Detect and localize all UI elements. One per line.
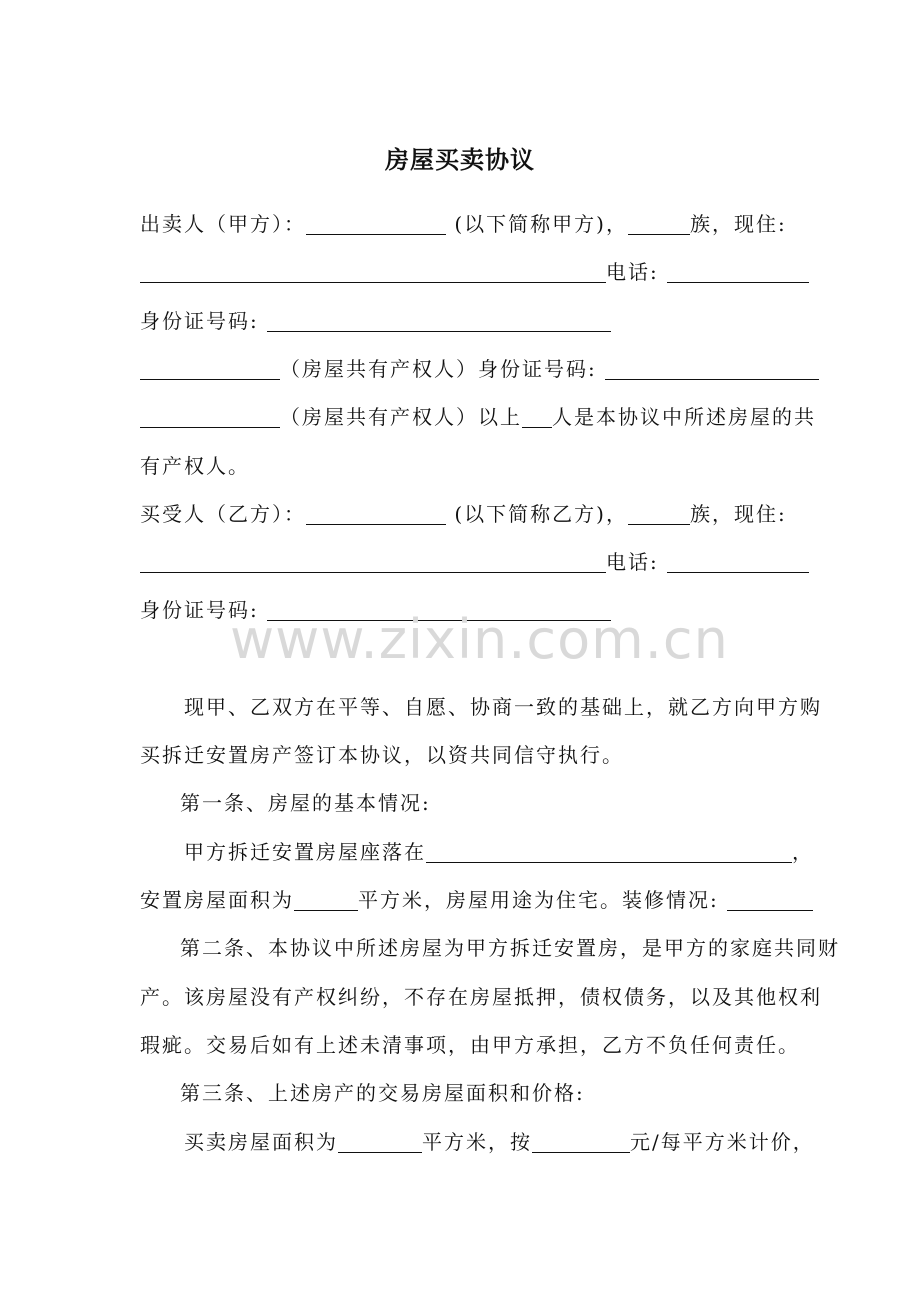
buyer-abbr: (以下简称乙方)， xyxy=(454,502,628,526)
seller-ethnic: 族，现住: xyxy=(689,212,787,236)
seller-address-line xyxy=(140,256,820,288)
coowner1-label: （房屋共有产权人）身份证号码: xyxy=(280,357,597,381)
area-label: 安置房屋面积为 xyxy=(140,888,294,912)
article-2-line-2: 产。该房屋没有产权纠纷，不存在房屋抵押，债权债务，以及其他权利 xyxy=(140,985,822,1009)
buyer-phone-label: 电话: xyxy=(606,550,659,574)
seller-ethnic-blank[interactable] xyxy=(628,210,690,235)
article-1-title: 第一条、房屋的基本情况: xyxy=(180,791,431,815)
buyer-label: 买受人（乙方）： xyxy=(140,502,306,526)
intro-line-1: 现甲、乙双方在平等、自愿、协商一致的基础上，就乙方向甲方购 xyxy=(184,695,822,719)
seller-line xyxy=(140,208,820,240)
area-tail: 平方米，房屋用途为住宅。装修情况: xyxy=(358,888,719,912)
coowner2-label: （房屋共有产权人）以上 xyxy=(280,405,522,429)
coowner1-id-blank[interactable] xyxy=(605,355,819,380)
coowner1-name-blank[interactable] xyxy=(140,355,280,380)
coowner-line3-text: 有产权人。 xyxy=(140,454,250,478)
location-label: 甲方拆迁安置房屋座落在 xyxy=(184,840,426,864)
coowner-line-1 xyxy=(140,353,820,385)
seller-address-blank[interactable] xyxy=(140,258,606,283)
decoration-blank[interactable] xyxy=(727,886,813,911)
seller-name-blank[interactable] xyxy=(306,210,446,235)
article-1-location xyxy=(140,836,820,868)
coowner-line-2 xyxy=(140,401,820,433)
unit-price-blank[interactable] xyxy=(532,1128,630,1153)
seller-id-blank[interactable] xyxy=(267,307,611,332)
article-1-area xyxy=(140,884,820,916)
location-end: ， xyxy=(792,840,814,864)
seller-phone-label: 电话: xyxy=(606,260,659,284)
price-area-label: 买卖房屋面积为 xyxy=(184,1130,338,1154)
price-mid: 平方米，按 xyxy=(422,1130,532,1154)
price-area-blank[interactable] xyxy=(338,1128,422,1153)
article-3-price xyxy=(140,1126,820,1158)
buyer-name-blank[interactable] xyxy=(306,500,446,525)
location-blank[interactable] xyxy=(426,838,792,863)
document-title: 房屋买卖协议 xyxy=(385,145,535,174)
buyer-id-label: 身份证号码: xyxy=(140,598,259,622)
article-2-line-3: 瑕疵。交易后如有上述未清事项，由甲方承担，乙方不负任何责任。 xyxy=(140,1033,800,1057)
coowner-count-blank[interactable] xyxy=(522,403,552,428)
seller-abbr: (以下简称甲方)， xyxy=(454,212,628,236)
buyer-phone-blank[interactable] xyxy=(667,548,809,573)
article-2-line-1: 第二条、本协议中所述房屋为甲方拆迁安置房，是甲方的家庭共同财 xyxy=(180,936,840,960)
article-3-title: 第三条、上述房产的交易房屋面积和价格: xyxy=(180,1081,585,1105)
seller-id-line xyxy=(140,305,820,337)
buyer-address-line xyxy=(140,546,820,578)
intro-line-2: 买拆迁安置房产签订本协议，以资共同信守执行。 xyxy=(140,743,624,767)
buyer-ethnic: 族，现住: xyxy=(689,502,787,526)
buyer-address-blank[interactable] xyxy=(140,548,606,573)
coowner2-tail: 人是本协议中所述房屋的共 xyxy=(552,405,816,429)
buyer-ethnic-blank[interactable] xyxy=(628,500,690,525)
watermark: www.zixin.com.cn xyxy=(230,608,729,671)
seller-label: 出卖人（甲方）： xyxy=(140,212,306,236)
area-blank[interactable] xyxy=(294,886,358,911)
seller-phone-blank[interactable] xyxy=(667,258,809,283)
coowner2-name-blank[interactable] xyxy=(140,403,280,428)
coowner-line-3 xyxy=(140,450,820,482)
buyer-line xyxy=(140,498,820,530)
seller-id-label: 身份证号码: xyxy=(140,309,259,333)
price-tail: 元/每平方米计价， xyxy=(630,1130,815,1154)
